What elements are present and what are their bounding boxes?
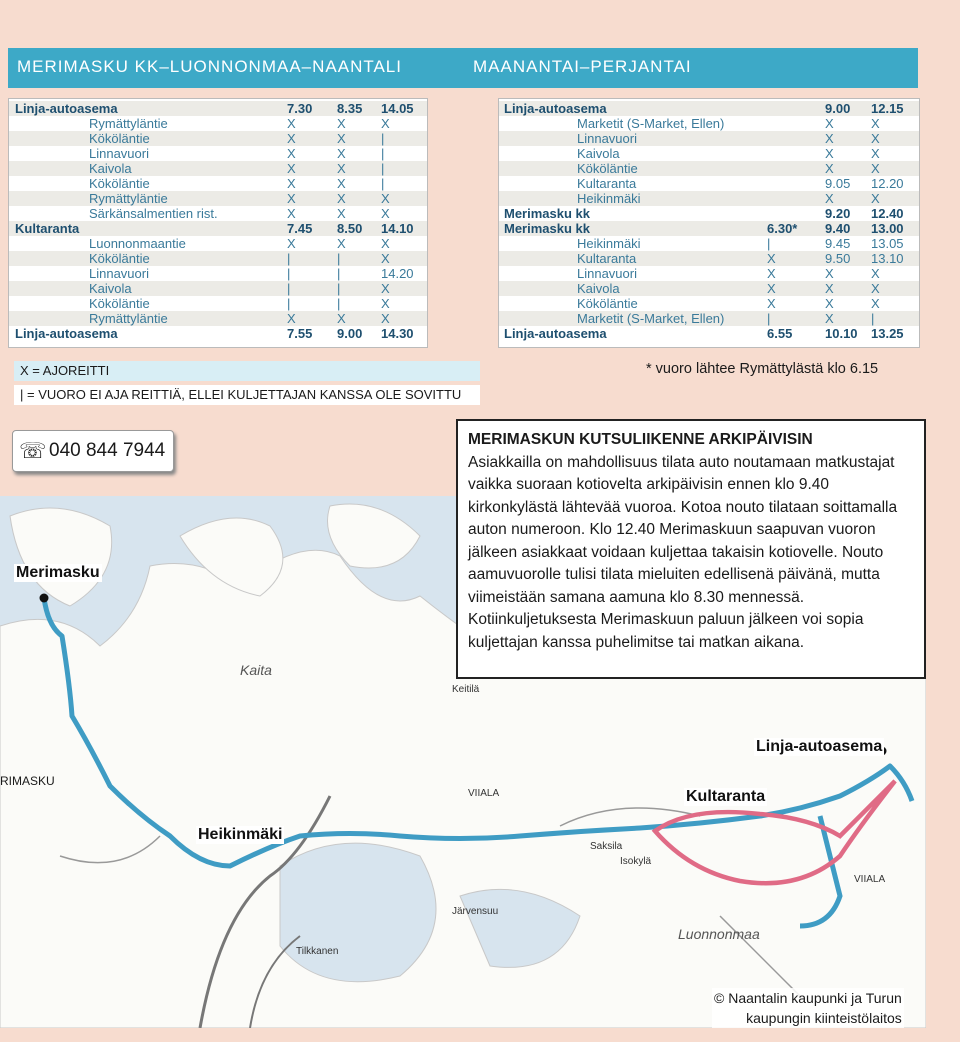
stop-name: Linnavuori — [89, 266, 149, 281]
timetable-row — [499, 266, 919, 281]
info-box — [456, 419, 926, 679]
departure-time: X — [871, 191, 880, 206]
stop-name: Kököläntie — [577, 161, 638, 176]
departure-time: | — [287, 266, 291, 281]
departure-time: X — [767, 296, 776, 311]
stop-name: Linnavuori — [577, 131, 637, 146]
timetable-row — [9, 131, 427, 146]
departure-time: 13.10 — [871, 251, 904, 266]
stop-name: Luonnonmaantie — [89, 236, 186, 251]
departure-time: X — [381, 296, 390, 311]
departure-time: X — [287, 146, 296, 161]
departure-time: X — [381, 116, 390, 131]
stop-name: Kultaranta — [577, 176, 637, 191]
timetable-row — [9, 281, 427, 296]
departure-time: X — [381, 191, 390, 206]
departure-time: 9.05 — [825, 176, 851, 191]
departure-time: X — [381, 206, 390, 221]
stop-name: Heikinmäki — [577, 191, 641, 206]
departure-time: 12.20 — [871, 176, 904, 191]
departure-time: 8.35 — [337, 101, 363, 116]
timetable-row — [9, 266, 427, 281]
stop-name: Kultaranta — [577, 251, 637, 266]
stop-name: Linja-autoasema — [15, 326, 118, 341]
timetable-row — [499, 221, 919, 236]
water-bay — [280, 843, 436, 982]
departure-time: X — [825, 266, 834, 281]
departure-time: | — [381, 161, 385, 176]
departure-time: 10.10 — [825, 326, 858, 341]
departure-time: | — [337, 296, 341, 311]
info-title: MERIMASKUN KUTSULIIKENNE ARKIPÄIVISIN — [468, 431, 813, 448]
departure-time: X — [871, 266, 880, 281]
departure-time: 14.30 — [381, 326, 414, 341]
departure-time: 9.45 — [825, 236, 851, 251]
departure-time: | — [381, 131, 385, 146]
timetable-row — [9, 326, 427, 341]
departure-time: 7.55 — [287, 326, 313, 341]
place-name: Järvensuu — [452, 906, 499, 917]
timetable-row — [9, 221, 427, 236]
departure-time: X — [287, 311, 296, 326]
timetable-left — [8, 98, 428, 348]
departure-time: 7.30 — [287, 101, 313, 116]
place-name: VIIALA — [854, 874, 886, 885]
departure-time: 9.50 — [825, 251, 851, 266]
place-name: Saksila — [590, 841, 623, 852]
stop-name: Kultaranta — [15, 221, 80, 236]
departure-time: X — [825, 116, 834, 131]
timetable-row — [499, 251, 919, 266]
phone-number: 040 844 7944 — [49, 440, 166, 461]
stop-name: Rymättyläntie — [89, 116, 168, 131]
departure-time: X — [825, 131, 834, 146]
departure-time: | — [287, 296, 291, 311]
stop-name: Linnavuori — [577, 266, 637, 281]
phone-icon: ☏ — [19, 438, 47, 463]
stop-name: Linja-autoasema — [504, 326, 607, 341]
timetable-row — [9, 191, 427, 206]
stop-name: Linja-autoasema — [504, 101, 607, 116]
place-name: Kaita — [240, 662, 272, 678]
place-name: Luonnonmaa — [678, 926, 760, 942]
departure-time: | — [287, 281, 291, 296]
departure-time: X — [825, 281, 834, 296]
timetable-row — [499, 146, 919, 161]
timetable-row — [499, 311, 919, 326]
timetable-row — [9, 116, 427, 131]
departure-time: X — [825, 146, 834, 161]
timetable-row — [9, 101, 427, 116]
map-label-heikinmaki: Heikinmäki — [198, 826, 283, 843]
departure-time: X — [337, 191, 346, 206]
departure-time: X — [767, 251, 776, 266]
phone-box[interactable] — [12, 430, 174, 472]
stop-name: Kaivola — [577, 281, 620, 296]
departure-time: | — [337, 251, 341, 266]
stop-name: Merimasku kk — [504, 206, 590, 221]
timetable-row — [9, 161, 427, 176]
departure-time: X — [287, 206, 296, 221]
departure-time: X — [871, 131, 880, 146]
departure-time: X — [381, 281, 390, 296]
timetable-row — [499, 131, 919, 146]
timetable-row — [499, 236, 919, 251]
map-label-linja: Linja-autoasema — [756, 738, 883, 755]
departure-time: 14.20 — [381, 266, 414, 281]
timetable-row — [9, 146, 427, 161]
departure-time: 12.40 — [871, 206, 904, 221]
stop-name: Marketit (S-Market, Ellen) — [577, 116, 725, 131]
departure-time: X — [287, 131, 296, 146]
departure-time: | — [287, 251, 291, 266]
departure-time: 13.05 — [871, 236, 904, 251]
stop-name: Heikinmäki — [577, 236, 641, 251]
timetable-row — [9, 296, 427, 311]
departure-time: 9.00 — [337, 326, 363, 341]
departure-time: 9.00 — [825, 101, 851, 116]
place-name: VIIALA — [468, 788, 500, 799]
departure-time: X — [825, 311, 834, 326]
stop-name: Kököläntie — [89, 131, 150, 146]
stop-name: Linja-autoasema — [15, 101, 118, 116]
stop-name: Marketit (S-Market, Ellen) — [577, 311, 725, 326]
legend-pipe: | = VUORO EI AJA REITTIÄ, ELLEI KULJETTAJAN KANSSA OLE SOVITTU — [14, 385, 480, 405]
timetable-row — [499, 296, 919, 311]
land-mass — [10, 508, 112, 606]
departure-time: X — [825, 296, 834, 311]
map-label-kultaranta: Kultaranta — [686, 788, 766, 805]
departure-time: | — [871, 311, 875, 326]
title-bar — [8, 48, 918, 88]
timetable-row — [499, 191, 919, 206]
departure-time: X — [337, 146, 346, 161]
copyright-line-2: kaupungin kiinteistölaitos — [746, 1010, 902, 1026]
departure-time: X — [287, 116, 296, 131]
departure-time: X — [767, 266, 776, 281]
timetable-row — [499, 101, 919, 116]
stop-name: Kököläntie — [89, 251, 150, 266]
departure-time: X — [337, 131, 346, 146]
stop-name: Linnavuori — [89, 146, 149, 161]
departure-time: | — [767, 236, 771, 251]
info-body: Asiakkailla on mahdollisuus tilata auto noutamaan matkustajat vaikka suoraan kotiovelta arkipäivisin ennen klo 9.40 kirkonkylästä lähtevää vuoroa. Kotoa nouto tilataan soittamalla auton numeroon. Klo 12.40 Merimaskuun saapuvan vuoron jälkeen asiakkaat voidaan kuljettaa takaisin kotiovelle. Nouto aamuvuorolle tulisi tilata mieluiten edellisenä päivänä, mutta viimeistään samana aamuna klo 8.30 mennessä. Kotiinkuljetuksesta Merimaskuun paluun jälkeen voi sopia kuljettajan kanssa puhelimitse tai matkan aikana. — [468, 453, 898, 651]
departure-time: X — [337, 176, 346, 191]
stop-name: Kaivola — [89, 161, 132, 176]
departure-time: X — [381, 236, 390, 251]
departure-time: 14.10 — [381, 221, 414, 236]
departure-time: X — [337, 161, 346, 176]
stop-name: Kököläntie — [89, 176, 150, 191]
departure-time: 12.15 — [871, 101, 904, 116]
stop-name: Kököläntie — [577, 296, 638, 311]
timetable-row — [499, 281, 919, 296]
departure-time: X — [287, 161, 296, 176]
departure-time: X — [871, 296, 880, 311]
departure-time: X — [381, 311, 390, 326]
timetable-row — [499, 161, 919, 176]
departure-time: 13.25 — [871, 326, 904, 341]
departure-time: X — [381, 251, 390, 266]
departure-time: 9.20 — [825, 206, 851, 221]
stop-name: Särkänsalmentien rist. — [89, 206, 218, 221]
timetable-row — [499, 176, 919, 191]
route-title: MERIMASKU KK–LUONNONMAA–NAANTALI — [17, 57, 402, 76]
place-name: Keitilä — [452, 684, 480, 695]
map-copyright — [712, 988, 904, 1028]
timetable-row — [499, 116, 919, 131]
map-label-rimasku: RIMASKU — [0, 774, 55, 788]
departure-time: 6.55 — [767, 326, 793, 341]
departure-time: X — [287, 236, 296, 251]
stop-name: Kököläntie — [89, 296, 150, 311]
timetable-row — [499, 206, 919, 221]
departure-time: | — [767, 311, 771, 326]
timetable-row — [9, 176, 427, 191]
timetable-row — [9, 251, 427, 266]
stop-name: Kaivola — [577, 146, 620, 161]
timetable-row — [9, 236, 427, 251]
stop-marker-merimasku — [40, 594, 49, 603]
legend-x: X = AJOREITTI — [14, 361, 480, 381]
departure-time: | — [381, 176, 385, 191]
footnote: * vuoro lähtee Rymättylästä klo 6.15 — [646, 361, 879, 377]
departure-time: X — [337, 206, 346, 221]
departure-time: X — [871, 161, 880, 176]
departure-time: 13.00 — [871, 221, 904, 236]
departure-time: | — [337, 266, 341, 281]
place-name: Tilkkanen — [296, 946, 339, 957]
departure-time: X — [871, 281, 880, 296]
departure-time: X — [871, 146, 880, 161]
departure-time: 14.05 — [381, 101, 414, 116]
map-label-merimasku: Merimasku — [16, 564, 100, 581]
departure-time: 7.45 — [287, 221, 313, 236]
stop-name: Kaivola — [89, 281, 132, 296]
departure-time: 9.40 — [825, 221, 851, 236]
departure-time: X — [337, 236, 346, 251]
departure-time: 8.50 — [337, 221, 363, 236]
departure-time: X — [767, 281, 776, 296]
place-name: Isokylä — [620, 856, 652, 867]
timetable-right — [498, 98, 920, 348]
timetable-row — [499, 326, 919, 341]
departure-time: X — [871, 116, 880, 131]
departure-time: X — [287, 191, 296, 206]
departure-time: | — [337, 281, 341, 296]
departure-time: 6.30* — [767, 221, 798, 236]
copyright-line-1: © Naantalin kaupunki ja Turun — [714, 990, 902, 1006]
departure-time: X — [825, 191, 834, 206]
departure-time: X — [287, 176, 296, 191]
stop-name: Merimasku kk — [504, 221, 590, 236]
timetable-row — [9, 311, 427, 326]
stop-name: Rymättyläntie — [89, 311, 168, 326]
departure-time: X — [825, 161, 834, 176]
days-title: MAANANTAI–PERJANTAI — [473, 57, 692, 76]
timetable-row — [9, 206, 427, 221]
departure-time: X — [337, 116, 346, 131]
stop-name: Rymättyläntie — [89, 191, 168, 206]
departure-time: | — [381, 146, 385, 161]
departure-time: X — [337, 311, 346, 326]
